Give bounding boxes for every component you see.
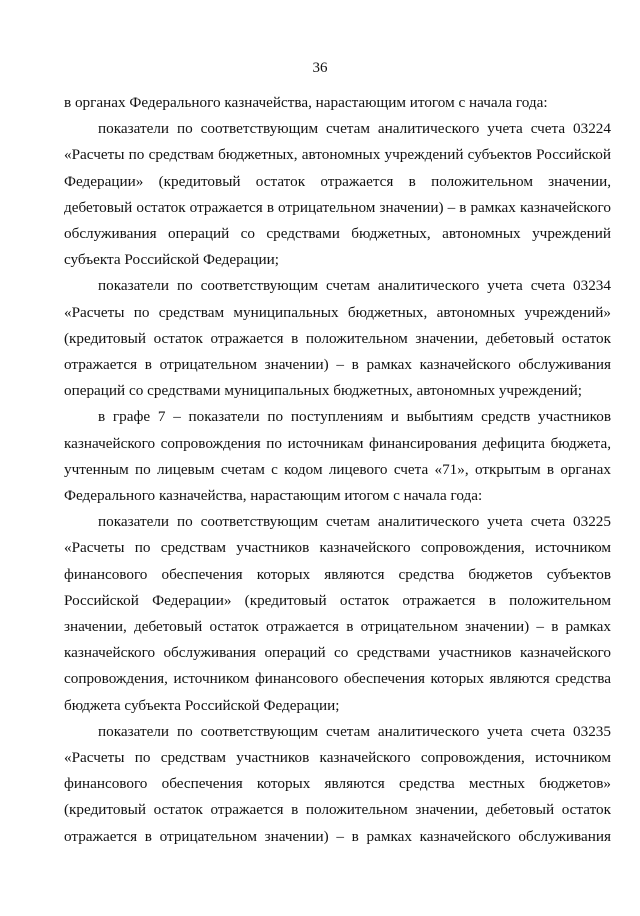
paragraph-account-03225: показатели по соответствующим счетам аналитического учета счета 03225 «Расчеты по средствам участников казначейского сопровождения, источником финансового обеспечения которых являются средства бюджетов субъектов Российской Федерации» (кредитовый остаток отражается в положительном значении, дебетовый остаток отражается в отрицательном значении) – в рамках казначейского обслуживания операций со средствами участников казначейского сопровождения, источником финансового обеспечения которых являются средства бюджета субъекта Российской Федерации; [64,513,611,714]
paragraph-account-03235: показатели по соответствующим счетам аналитического учета счета 03235 «Расчеты по средствам участников казначейского сопровождения, источником финансового обеспечения которых являются средства местных бюджетов» (кредитовый остаток отражается в положительном значении, дебетовый остаток отражается в отрицательном значении) – в рамках казначейского обслуживания [64,722,611,845]
paragraph-account-03224: показатели по соответствующим счетам аналитического учета счета 03224 «Расчеты по средствам бюджетных, автономных учреждений субъектов Российской Федерации» (кредитовый остаток отражается в положительном значении, дебетовый остаток отражается в отрицательном значении) – в рамках казначейского обслуживания операций со средствами бюджетных, автономных учреждений субъекта Российской Федерации; [64,120,611,269]
paragraph-column-7: в графе 7 – показатели по поступлениям и выбытиям средств участников казначейского сопровождения по источникам финансирования дефицита бюджета, учтенным по лицевым счетам с кодом лицевого счета «71», открытым в органах Федерального казначейства, нарастающим итогом с начала года: [64,408,611,505]
paragraph-account-03234: показатели по соответствующим счетам аналитического учета счета 03234 «Расчеты по средствам муниципальных бюджетных, автономных учреждений» (кредитовый остаток отражается в положительном значении, дебетовый остаток отражается в отрицательном значении) – в рамках казначейского обслуживания операций со средствами муниципальных бюджетных, автономных учреждений; [64,277,611,400]
page-number: 36 [312,60,328,76]
document-body [64,90,611,850]
paragraph-continuation: в органах Федерального казначейства, нарастающим итогом с начала года: [64,94,548,111]
